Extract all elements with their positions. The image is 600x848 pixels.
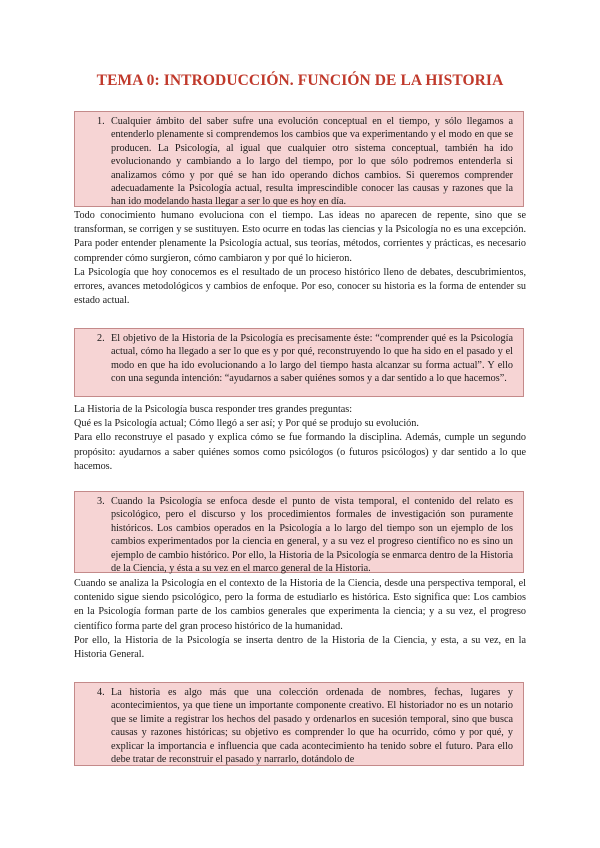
paragraph: Qué es la Psicología actual; Cómo llegó a ser así; y Por qué se produjo su evolución. [74, 418, 419, 430]
highlight-box-2 [74, 328, 524, 397]
paragraph: Cuando se analiza la Psicología en el contexto de la Historia de la Ciencia, desde una perspectiva temporal, el contenido sigue siendo psicológico, pero la forma de estudiarlo es histórica. Esto significa que: Los cambios en la Psicología forman parte de los cambios generales que experimenta la ciencia; y a su vez, el progreso científico forma parte del gran proceso histórico de la humanidad. [74, 578, 526, 632]
highlight-box-3 [74, 491, 524, 573]
box-text: Cuando la Psicología se enfoca desde el punto de vista temporal, el contenido del relato es psicológico, pero el discurso y los procedimientos formales de investigación son puramente históricos. Los cambios operados en la Psicología a lo largo del tiempo son un ejemplo de los cambios experimentados por la ciencia en general, y a su vez el progreso científico no es sino un ejemplo de cambio histórico. Por ello, la Historia de la Psicología se enmarca dentro de la Historia de la Ciencia, y ésta a su vez en el marco general de la Historia. [111, 496, 513, 575]
box-number: 4. [97, 687, 105, 698]
box-number: 3. [97, 496, 105, 507]
paragraph: Por ello, la Historia de la Psicología se inserta dentro de la Historia de la Ciencia, y esta, a su vez, en la Historia General. [74, 634, 526, 661]
box-number: 2. [97, 333, 105, 344]
paragraph: Todo conocimiento humano evoluciona con el tiempo. Las ideas no aparecen de repente, sino que se transforman, se corrigen y se sustituyen. Esto ocurre en todas las ciencias y la Psicología no es una excepción. Para poder entender plenamente la Psicología actual, sus teorías, métodos, corrientes y prácticas, es necesario comprender cómo surgieron, cómo cambiaron y por qué lo hicieron. [74, 210, 526, 264]
paragraph: La Historia de la Psicología busca responder tres grandes preguntas: [74, 404, 353, 415]
highlight-box-4 [74, 682, 524, 766]
box-text: El objetivo de la Historia de la Psicología es precisamente éste: “comprender qué es la Psicología actual, cómo ha llegado a ser lo que es y por qué, reconstruyendo lo que ha sido en el pasado y el modo en que ha ido evolucionando a lo largo del tiempo hasta alcanzar su forma actual”. Y ello con una segunda intención: “ayudarnos a saber quiénes somos y a dar sentido a lo que hacemos”. [111, 333, 513, 385]
explanation-1 [74, 209, 526, 308]
explanation-2 [74, 403, 526, 474]
highlight-box-1 [74, 111, 524, 207]
paragraph: La Psicología que hoy conocemos es el resultado de un proceso histórico lleno de debates, descubrimientos, errores, avances metodológicos y cambios de enfoque. Por eso, conocer su historia es la forma de entender su estado actual. [74, 266, 526, 307]
paragraph: Para ello reconstruye el pasado y explica cómo se fue formando la disciplina. Además, cumple un segundo propósito: ayudarnos a saber quiénes somos como psicólogos (o futuros psicólogos) y dar sentido a lo que hacemos. [74, 432, 526, 472]
box-text: Cualquier ámbito del saber sufre una evolución conceptual en el tiempo, y sólo llegamos a entenderlo plenamente si comprendemos los cambios que va experimentando y el modo en que se producen. La Psicología, al igual que cualquier otro sistema conceptual, también ha ido evolucionando y cambiando a lo largo del tiempo, por lo que sólo podremos entenderla si analizamos cómo y por qué se han ido operando dichos cambios. Si queremos comprender adecuadamente la Psicología actual, resulta imprescindible conocer las causas y razones que la han ido modelando hasta llegar a ser lo que es hoy en día. [111, 116, 513, 208]
explanation-3 [74, 577, 526, 662]
page-title: TEMA 0: INTRODUCCIÓN. FUNCIÓN DE LA HISTORIA [96, 72, 504, 89]
box-number: 1. [97, 116, 105, 127]
box-text: La historia es algo más que una colección ordenada de nombres, fechas, lugares y acontecimientos, ya que tiene un importante componente creativo. El historiador no es un notario que se limite a registrar los hechos del pasado y ordenarlos en sucesión temporal, sino que busca causas y razones históricas; su objetivo es comprender lo que ha ocurrido, cómo y por qué, y explicar la importancia e influencia que cada acontecimiento ha tenido sobre el futuro. Para ello debe tratar de reconstruir el pasado y narrarlo, dotándolo de [111, 687, 513, 766]
